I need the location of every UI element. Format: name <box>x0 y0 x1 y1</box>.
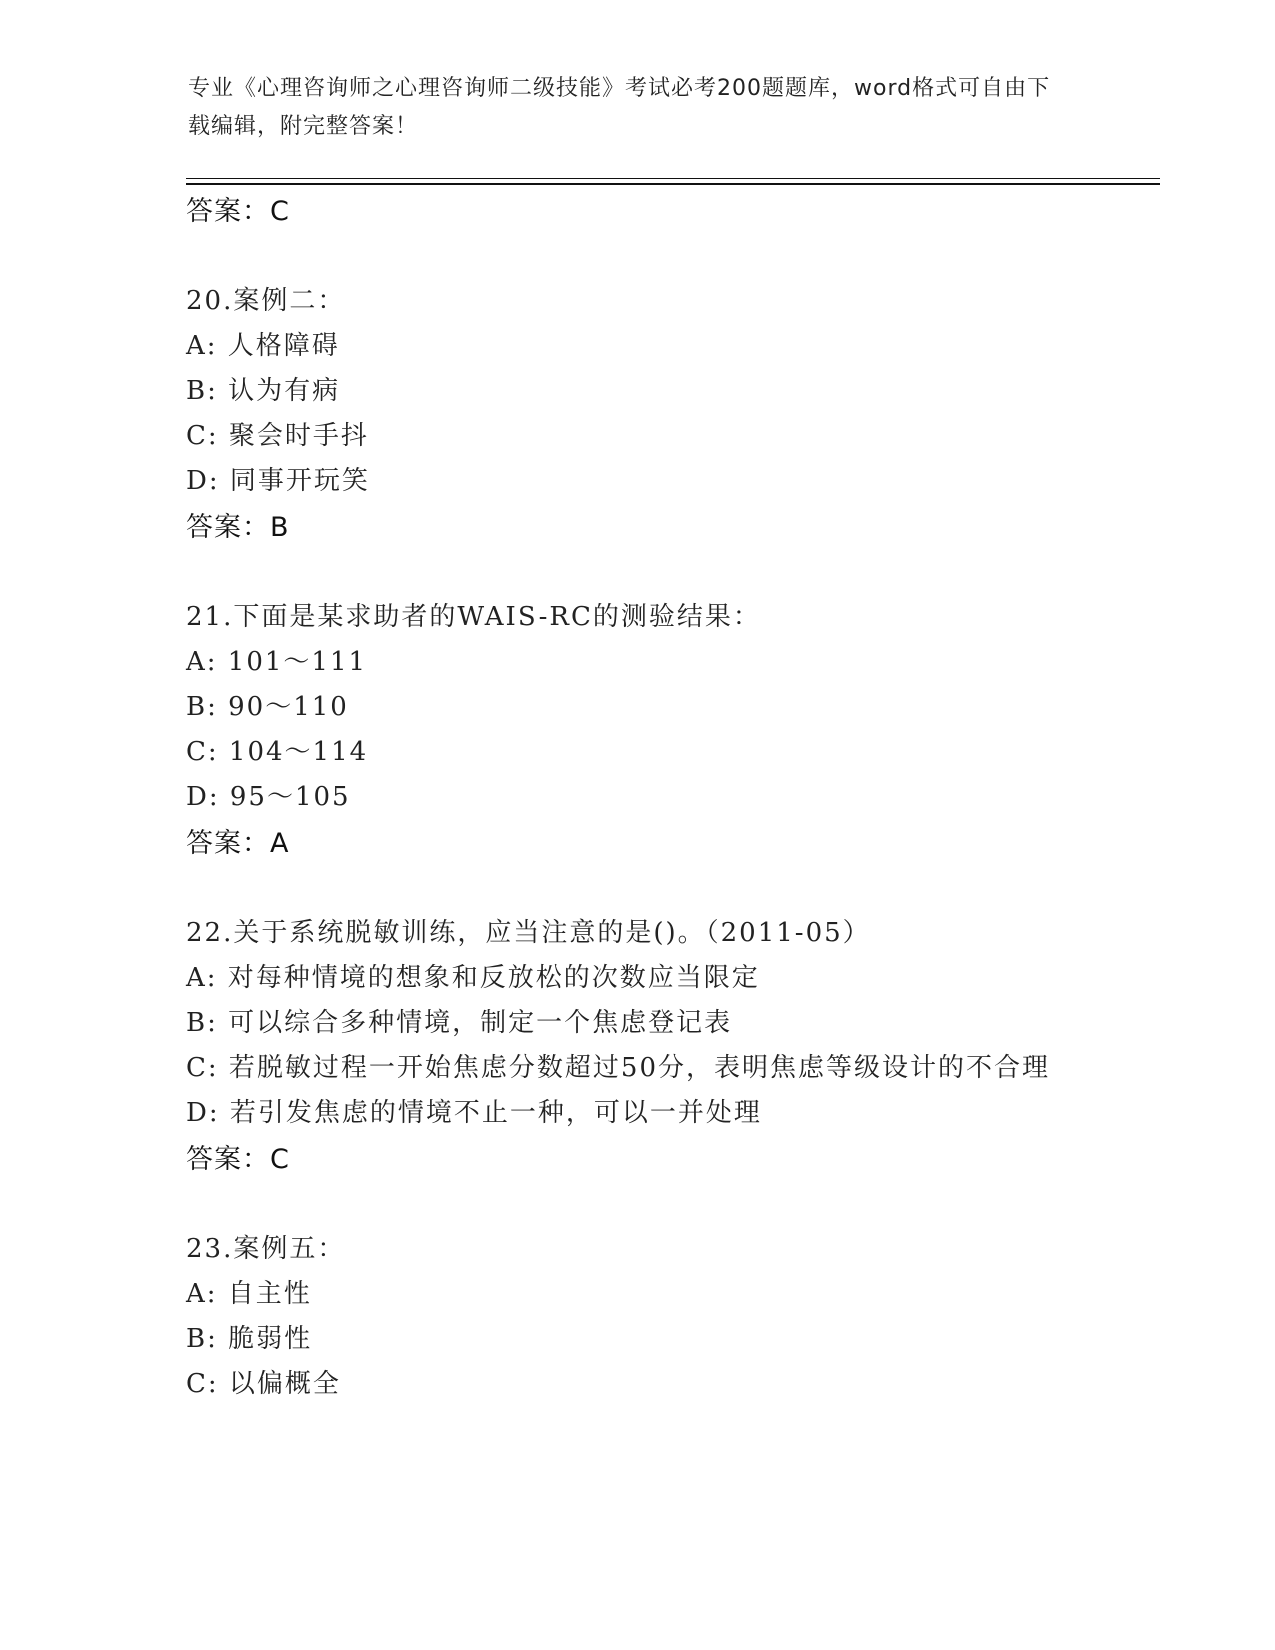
option-b: B: 脆弱性 <box>186 1324 313 1354</box>
option-d: D: 同事开玩笑 <box>186 466 370 496</box>
option-a: A: 101～111 <box>186 647 368 677</box>
question-list <box>186 188 1086 1407</box>
option-c: C: 聚会时手抖 <box>186 421 369 451</box>
option-b: B: 可以综合多种情境，制定一个焦虑登记表 <box>186 1008 733 1038</box>
option-d: D: 95～105 <box>186 782 351 812</box>
question-stem: 23.案例五： <box>186 1234 346 1264</box>
question-20 <box>186 279 1086 552</box>
option-d: D: 若引发焦虑的情境不止一种，可以一并处理 <box>186 1098 762 1128</box>
header-divider-thick <box>186 183 1160 185</box>
question-stem: 21.下面是某求助者的WAIS-RC的测验结果： <box>186 602 761 632</box>
question-22 <box>186 911 1086 1184</box>
option-c: C: 以偏概全 <box>186 1369 341 1399</box>
option-a: A: 人格障碍 <box>186 331 340 361</box>
answer-line: 答案：A <box>186 828 290 859</box>
document-header: 专业《心理咨询师之心理咨询师二级技能》考试必考200题题库，word格式可自由下载编辑，附完整答案！ <box>188 76 1051 139</box>
option-a: A: 对每种情境的想象和反放松的次数应当限定 <box>186 963 760 993</box>
option-c: C: 若脱敏过程一开始焦虑分数超过50分，表明焦虑等级设计的不合理 <box>186 1053 1051 1083</box>
option-b: B: 认为有病 <box>186 376 341 406</box>
option-b: B: 90～110 <box>186 692 349 722</box>
option-a: A: 自主性 <box>186 1279 312 1309</box>
header-divider-thin <box>186 178 1160 179</box>
option-c: C: 104～114 <box>186 737 369 767</box>
question-21 <box>186 595 1086 868</box>
question-23 <box>186 1227 1086 1407</box>
answer-line: 答案：B <box>186 512 290 543</box>
answer-line: 答案：C <box>186 196 290 227</box>
answer-line: 答案：C <box>186 1144 290 1175</box>
question-stem: 22.关于系统脱敏训练，应当注意的是()。（2011-05） <box>186 918 871 948</box>
question-stem: 20.案例二： <box>186 286 346 316</box>
